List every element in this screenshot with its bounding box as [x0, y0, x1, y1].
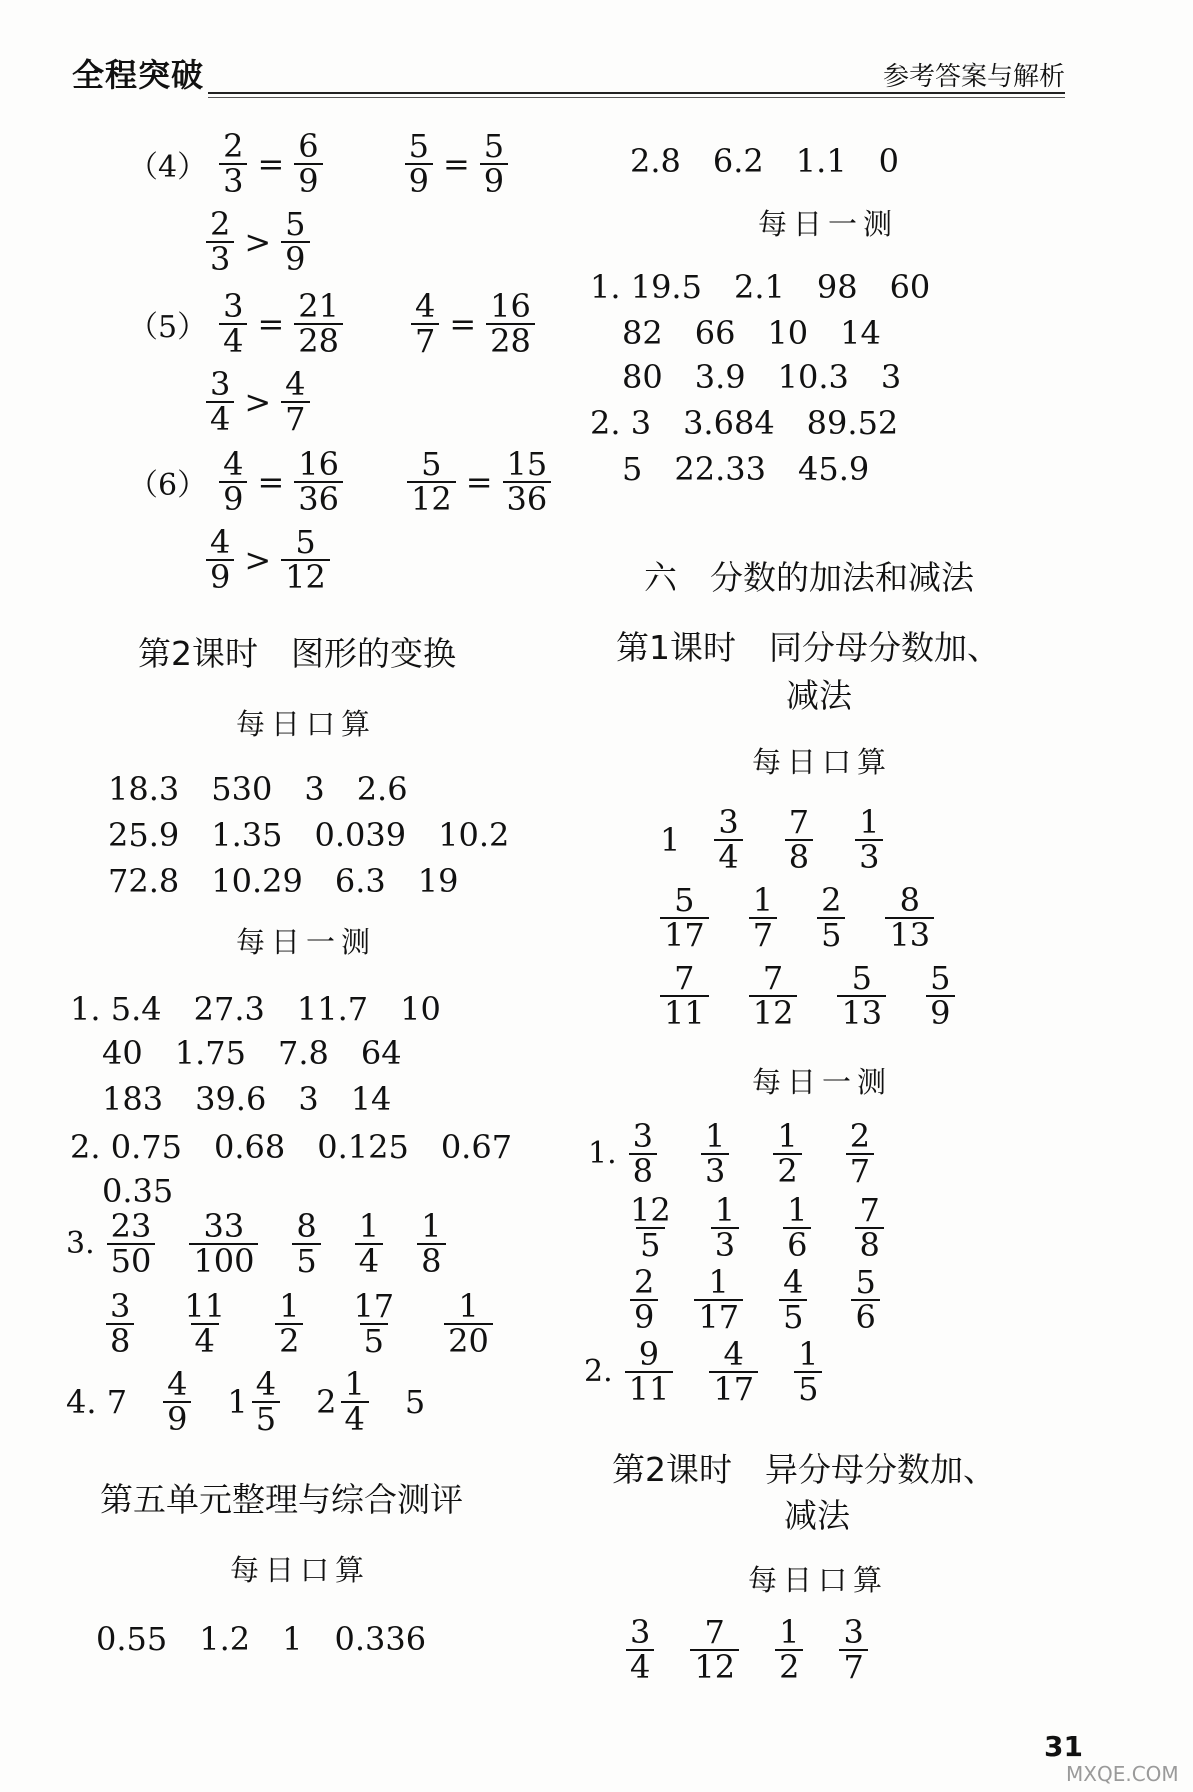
unit-title: 第五单元整理与综合测评 — [100, 1480, 463, 1519]
answer-row: 1. 19.5 2.1 98 60 — [590, 268, 931, 306]
answer-row: 0.35 — [70, 1172, 174, 1210]
fraction: $\frac{7}{12}$ — [690, 1616, 739, 1683]
fraction: $\frac{3}{8}$ — [106, 1290, 134, 1357]
fraction: $\frac{1}{3}$ — [711, 1194, 739, 1261]
answer-row: 2. 3 3.684 89.52 — [590, 404, 899, 442]
fraction: $\frac{6}{9}$ — [294, 130, 322, 197]
header-title: 参考答案与解析 — [882, 62, 1065, 92]
fraction: $\frac{1}{2}$ — [275, 1290, 303, 1357]
q3-row1 — [66, 1207, 452, 1280]
fraction: $\frac{1}{2}$ — [773, 1120, 801, 1187]
question-label: 1. — [588, 1136, 617, 1172]
equals-sign: = — [465, 462, 493, 501]
brand-logo: 全程突破 — [72, 56, 205, 94]
fraction: $\frac{4}{9}$ — [163, 1368, 191, 1435]
fraction: $\frac{8}{13}$ — [885, 884, 934, 951]
fraction: $\frac{11}{4}$ — [184, 1287, 226, 1360]
t1-row2 — [620, 1191, 890, 1264]
fraction: $\frac{9}{11}$ — [625, 1338, 674, 1405]
fraction: $\frac{3}{8}$ — [629, 1120, 657, 1187]
greater-than-sign: > — [244, 222, 272, 261]
answer-row: 18.3 530 3 2.6 — [108, 770, 408, 808]
greater-than-sign: > — [244, 382, 272, 421]
answer-row: 183 39.6 3 14 — [70, 1080, 392, 1118]
fraction: $\frac{4}{9}$ — [219, 448, 247, 515]
fraction: $\frac{17}{5}$ — [353, 1287, 395, 1360]
t2-row — [584, 1335, 828, 1408]
l1-row1 — [660, 803, 889, 876]
q3-row2 — [100, 1287, 499, 1360]
question-label: 2. — [584, 1354, 613, 1390]
fraction: $\frac{7}{8}$ — [855, 1194, 883, 1261]
fraction: $\frac{4}{5}$ — [779, 1266, 807, 1333]
fraction: $\frac{5}{12}$ — [407, 448, 456, 515]
equals-sign: = — [449, 304, 477, 343]
fraction: $\frac{1}{6}$ — [783, 1194, 811, 1261]
answer-row: 82 66 10 14 — [590, 314, 881, 352]
problem-5-compare — [200, 365, 316, 438]
q4-row — [66, 1365, 426, 1438]
fraction: $\frac{2}{9}$ — [630, 1266, 658, 1333]
fraction: $\frac{3}{4}$ — [714, 806, 742, 873]
l2-row — [620, 1613, 874, 1686]
equals-sign: = — [257, 304, 285, 343]
question-label: 3. — [66, 1226, 95, 1262]
l1-row2 — [654, 881, 940, 954]
fraction: $\frac{5}{9}$ — [405, 130, 433, 197]
section-title-cont: 减法 — [786, 676, 852, 715]
fraction: $\frac{16}{28}$ — [486, 290, 535, 357]
fraction: $\frac{1}{3}$ — [701, 1120, 729, 1187]
header-rule — [208, 92, 1065, 94]
answer-value: 1 — [660, 820, 681, 859]
fraction: $\frac{4}{7}$ — [281, 368, 309, 435]
fraction: $\frac{1}{20}$ — [444, 1290, 493, 1357]
fraction: $\frac{5}{9}$ — [281, 208, 309, 275]
fraction: $\frac{21}{28}$ — [294, 290, 343, 357]
fraction: $\frac{5}{9}$ — [926, 962, 954, 1029]
answer-row: 40 1.75 7.8 64 — [70, 1034, 402, 1072]
answer-row: 5 22.33 45.9 — [590, 450, 870, 488]
subsection-title: 每日口算 — [748, 1563, 889, 1597]
fraction: $\frac{5}{13}$ — [837, 962, 886, 1029]
answer-value: 5 — [404, 1382, 426, 1421]
fraction: $\frac{2}{3}$ — [219, 130, 247, 197]
answer-row: 0.55 1.2 1 0.336 — [96, 1620, 427, 1658]
fraction: $\frac{1}{7}$ — [749, 884, 777, 951]
fraction: $\frac{1}{5}$ — [794, 1338, 822, 1405]
fraction: $\frac{1}{4}$ — [355, 1210, 383, 1277]
greater-than-sign: > — [244, 540, 272, 579]
section-title: 第2课时 图形的变换 — [138, 634, 456, 673]
fraction: $\frac{1}{3}$ — [855, 806, 883, 873]
mixed-number: 1 $\frac{4}{5}$ — [227, 1368, 286, 1435]
subsection-title: 每日一测 — [758, 207, 899, 241]
fraction: $\frac{3}{4}$ — [626, 1616, 654, 1683]
t1-row1 — [588, 1117, 880, 1190]
problem-4-compare — [200, 205, 316, 278]
problem-label: （4） — [128, 149, 208, 185]
fraction: $\frac{4}{17}$ — [709, 1338, 758, 1405]
fraction: $\frac{7}{11}$ — [660, 962, 709, 1029]
problem-4-line1 — [128, 127, 514, 200]
subsection-title: 每日口算 — [752, 745, 893, 779]
fraction: $\frac{2}{5}$ — [817, 884, 845, 951]
answer-row: 1. 5.4 27.3 11.7 10 — [70, 990, 441, 1028]
problem-5-line1 — [128, 287, 541, 360]
section-title-cont: 减法 — [784, 1496, 850, 1535]
fraction: $\frac{3}{4}$ — [206, 368, 234, 435]
answer-row: 25.9 1.35 0.039 10.2 — [108, 816, 510, 854]
section-title: 第2课时 异分母分数加、 — [612, 1450, 996, 1489]
fraction: $\frac{16}{36}$ — [294, 448, 343, 515]
fraction: $\frac{1}{17}$ — [694, 1266, 743, 1333]
fraction: $\frac{7}{12}$ — [749, 962, 798, 1029]
header-rule-thin — [208, 97, 1065, 98]
fraction: $\frac{5}{17}$ — [660, 884, 709, 951]
mixed-number: 2 $\frac{1}{4}$ — [316, 1368, 375, 1435]
problem-label: （5） — [128, 309, 208, 345]
fraction: $\frac{4}{9}$ — [206, 526, 234, 593]
problem-6-line1 — [128, 445, 557, 518]
question-label: 4. 7 — [66, 1382, 128, 1421]
equals-sign: = — [257, 462, 285, 501]
fraction: $\frac{1}{2}$ — [775, 1616, 803, 1683]
section-title: 第1课时 同分母分数加、 — [616, 628, 1000, 667]
unit-title: 六 分数的加法和减法 — [644, 558, 974, 597]
fraction: $\frac{5}{12}$ — [281, 526, 330, 593]
subsection-title: 每日一测 — [236, 925, 377, 959]
subsection-title: 每日一测 — [752, 1065, 893, 1099]
equals-sign: = — [257, 144, 285, 183]
answer-row: 72.8 10.29 6.3 19 — [108, 862, 459, 900]
fraction: $\frac{4}{7}$ — [411, 290, 439, 357]
answer-row: 2. 0.75 0.68 0.125 0.67 — [70, 1128, 513, 1166]
page-number: 31 — [1044, 1730, 1083, 1763]
answer-row: 80 3.9 10.3 3 — [590, 358, 902, 396]
answer-row: 2.8 6.2 1.1 0 — [630, 142, 900, 180]
problem-label: （6） — [128, 467, 208, 503]
fraction: $\frac{23}{50}$ — [107, 1210, 156, 1277]
fraction: $\frac{2}{3}$ — [206, 208, 234, 275]
watermark: MXQE.COM — [1066, 1762, 1179, 1786]
equals-sign: = — [442, 144, 470, 183]
fraction: $\frac{3}{7}$ — [839, 1616, 867, 1683]
l1-row3 — [654, 959, 961, 1032]
subsection-title: 每日口算 — [230, 1553, 371, 1587]
fraction: $\frac{33}{100}$ — [189, 1210, 258, 1277]
problem-6-compare — [200, 523, 336, 596]
fraction: $\frac{8}{5}$ — [292, 1210, 320, 1277]
fraction: $\frac{12}{5}$ — [630, 1191, 671, 1264]
subsection-title: 每日口算 — [236, 707, 377, 741]
fraction: $\frac{5}{6}$ — [851, 1266, 879, 1333]
fraction: $\frac{3}{4}$ — [219, 290, 247, 357]
fraction: $\frac{1}{8}$ — [417, 1210, 445, 1277]
fraction: $\frac{15}{36}$ — [503, 448, 552, 515]
fraction: $\frac{5}{9}$ — [480, 130, 508, 197]
fraction: $\frac{2}{7}$ — [846, 1120, 874, 1187]
t1-row3 — [624, 1263, 886, 1336]
fraction: $\frac{7}{8}$ — [785, 806, 813, 873]
